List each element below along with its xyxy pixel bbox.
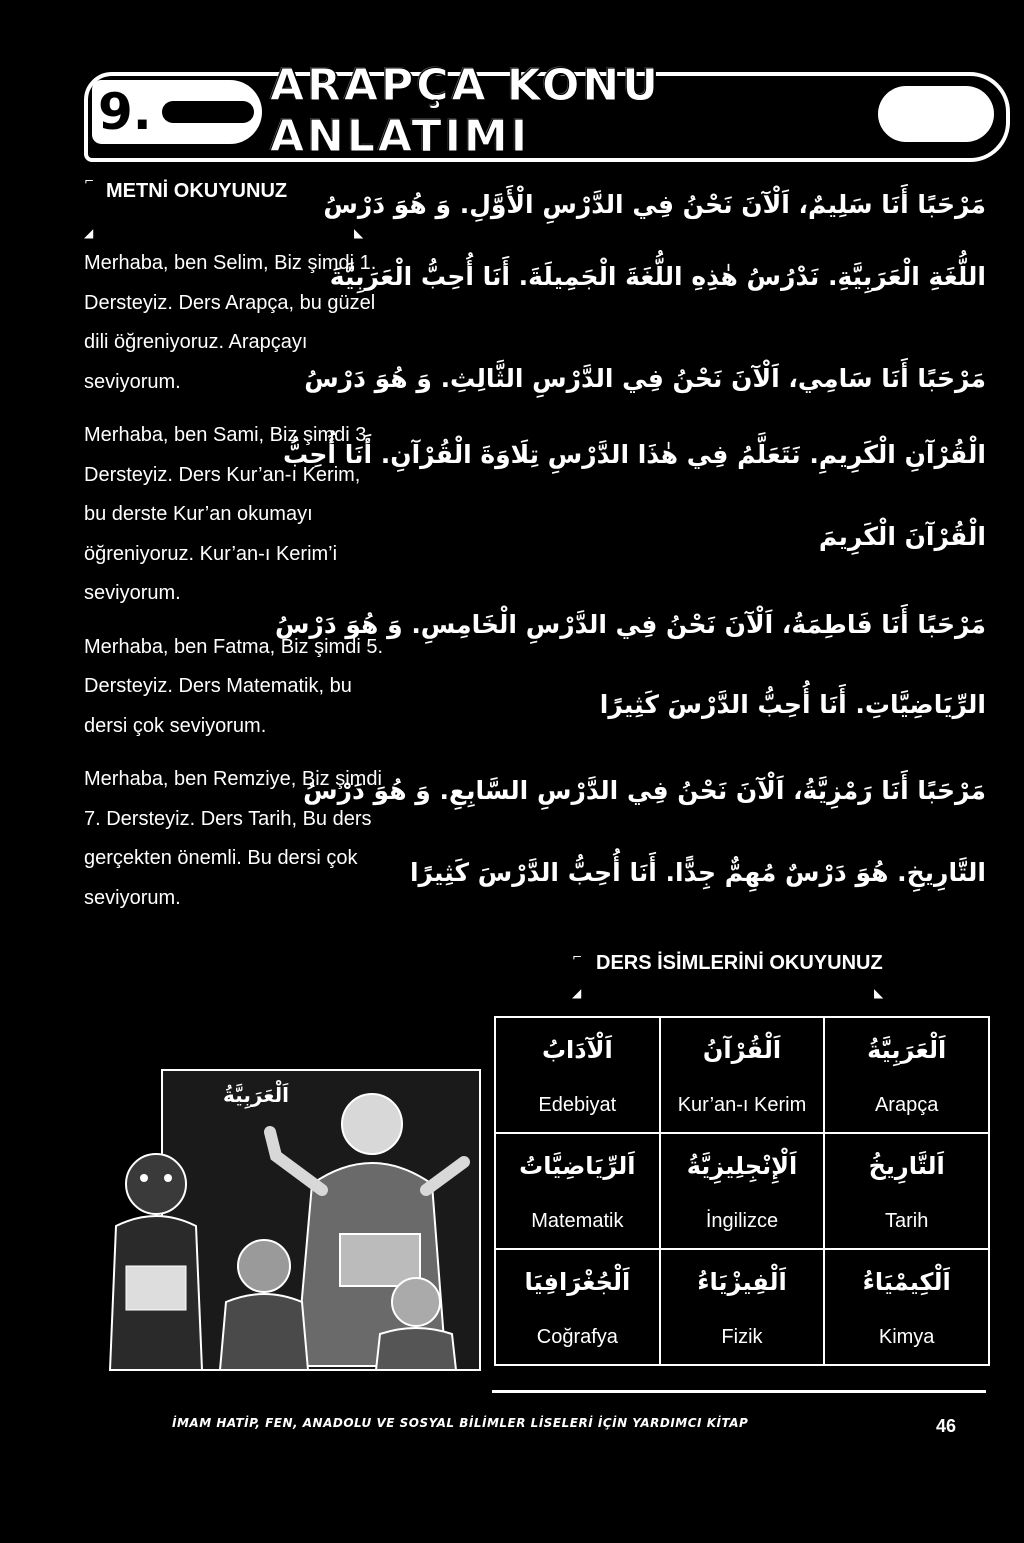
- arabic-line: التَّارِيخِ. هُوَ دَرْسٌ مُهِمٌّ جِدًّا. أَنَا أُحِبُّ الدَّرْسَ كَثِيرًا: [409, 858, 986, 887]
- table-row: [495, 1133, 989, 1249]
- table-row: [495, 1249, 989, 1365]
- table-cell-quran: [660, 1017, 825, 1133]
- label-mark: ◢: [572, 986, 582, 1000]
- section-label-read-text: METNİ OKUYUNUZ: [106, 180, 288, 202]
- lesson-turkish: Coğrafya: [536, 1326, 618, 1348]
- lesson-arabic: اَلرِّيَاضِيَّاتُ: [519, 1152, 636, 1180]
- turkish-text-column: [84, 244, 384, 932]
- label-mark: ⌐: [572, 950, 583, 964]
- footer-divider: [492, 1390, 986, 1393]
- table-cell-chemistry: [824, 1249, 989, 1365]
- lesson-arabic: اَلْإِنْجِلِيزِيَّةُ: [686, 1152, 798, 1180]
- table-cell-math: [495, 1133, 660, 1249]
- chalkboard-text: اَلْعَرَبِيَّةُ: [223, 1083, 289, 1107]
- page-number: 46: [936, 1416, 957, 1436]
- label-mark: ⌐: [84, 174, 95, 188]
- arabic-line: الرِّيَاضِيَّاتِ. أَنَا أُحِبُّ الدَّرْسَ كَثِيرًا: [599, 690, 986, 719]
- lesson-arabic: اَلتَّارِيخُ: [868, 1152, 945, 1180]
- page-title: ARAPÇA KONU ANLATIMI: [270, 60, 661, 162]
- lesson-names-table: [494, 1016, 990, 1366]
- lesson-turkish: Kimya: [878, 1326, 935, 1348]
- turkish-paragraph: Merhaba, ben Selim, Biz şimdi 1. Dersteyiz. Ders Arapça, bu güzel dili öğreniyoruz. Arapçayı seviyorum.: [84, 252, 377, 393]
- table-cell-history: [824, 1133, 989, 1249]
- lesson-turkish: Fizik: [721, 1326, 763, 1348]
- lesson-turkish: Matematik: [531, 1210, 624, 1232]
- header-end-cap: [878, 86, 994, 142]
- lesson-arabic: اَلْقُرْآنُ: [702, 1036, 782, 1064]
- table-cell-geography: [495, 1249, 660, 1365]
- arabic-line: الْقُرْآنَ الْكَرِيمَ: [818, 522, 986, 551]
- lesson-turkish: Edebiyat: [538, 1094, 617, 1116]
- lesson-arabic: اَلْآدَابُ: [541, 1036, 613, 1064]
- arabic-line: مَرْحَبًا أَنَا سَامِي، اَلْآنَ نَحْنُ فِي الدَّرْسِ الثَّالِثِ. وَ هُوَ دَرْسُ: [304, 364, 986, 393]
- table-cell-english: [660, 1133, 825, 1249]
- lesson-arabic: اَلْعَرَبِيَّةُ: [867, 1036, 947, 1064]
- lesson-turkish: Tarih: [884, 1210, 929, 1232]
- arabic-line: مَرْحَبًا أَنَا رَمْزِيَّةُ، اَلْآنَ نَحْنُ فِي الدَّرْسِ السَّابِعِ. وَ هُوَ دَرْسُ: [303, 776, 986, 805]
- label-mark: ◣: [874, 986, 884, 1000]
- table-row: [495, 1017, 989, 1133]
- turkish-paragraph: Merhaba, ben Sami, Biz şimdi 3. Dersteyiz. Ders Kur’an-ı Kerim, bu derste Kur’an okumayı öğreniyoruz. Kur’an-ı Kerim’i seviyorum.: [84, 424, 372, 604]
- label-mark: ◣: [354, 226, 364, 240]
- unit-number: 9.: [98, 83, 152, 141]
- table-cell-physics: [660, 1249, 825, 1365]
- arabic-line: اللُّغَةِ الْعَرَبِيَّةِ. نَدْرُسُ هٰذِهِ اللُّغَةَ الْجَمِيلَةَ. أَنَا أُحِبُّ الْعَرَبِيَّةَ: [329, 262, 986, 291]
- title-box: [270, 60, 870, 162]
- arabic-line: مَرْحَبًا أَنَا سَلِيمٌ، اَلْآنَ نَحْنُ فِي الدَّرْسِ الْأَوَّلِ. وَ هُوَ دَرْسُ: [323, 190, 986, 219]
- turkish-paragraph: Merhaba, ben Fatma, Biz şimdi 5. Dersteyiz. Ders Matematik, bu dersi çok seviyorum.: [84, 635, 384, 737]
- arabic-line: الْقُرْآنِ الْكَرِيمِ. نَتَعَلَّمُ فِي هٰذَا الدَّرْسِ تِلَاوَةَ الْقُرْآنِ. أَنَا أُحِبُّ: [282, 440, 986, 469]
- lesson-arabic: اَلْفِيزْيَاءُ: [697, 1268, 787, 1296]
- lesson-turkish: İngilizce: [705, 1210, 779, 1232]
- lesson-arabic: اَلْجُغْرَافِيَا: [524, 1268, 631, 1296]
- classroom-illustration: [86, 1066, 486, 1376]
- lesson-turkish: Arapça: [874, 1094, 939, 1116]
- unit-badge: [92, 80, 262, 144]
- table-cell-arabic: [824, 1017, 989, 1133]
- footer-caption: İMAM HATİP, FEN, ANADOLU VE SOSYAL BİLİMLER LİSELERİ İÇİN YARDIMCI KİTAP: [172, 1416, 749, 1430]
- lesson-arabic: اَلْكِيمْيَاءُ: [862, 1268, 951, 1296]
- lesson-turkish: Kur’an-ı Kerim: [677, 1094, 807, 1116]
- table-cell-literature: [495, 1017, 660, 1133]
- turkish-paragraph: Merhaba, ben Remziye, Biz şimdi 7. Dersteyiz. Ders Tarih, Bu ders gerçekten önemli. Bu dersi çok seviyorum.: [84, 768, 382, 909]
- unit-word-shape: [162, 101, 254, 123]
- label-mark: ◢: [84, 226, 94, 240]
- arabic-line: مَرْحَبًا أَنَا فَاطِمَةُ، اَلْآنَ نَحْنُ فِي الدَّرْسِ الْخَامِسِ. وَ هُوَ دَرْسُ: [274, 610, 986, 639]
- section-label-lesson-names: DERS İSİMLERİNİ OKUYUNUZ: [596, 952, 883, 974]
